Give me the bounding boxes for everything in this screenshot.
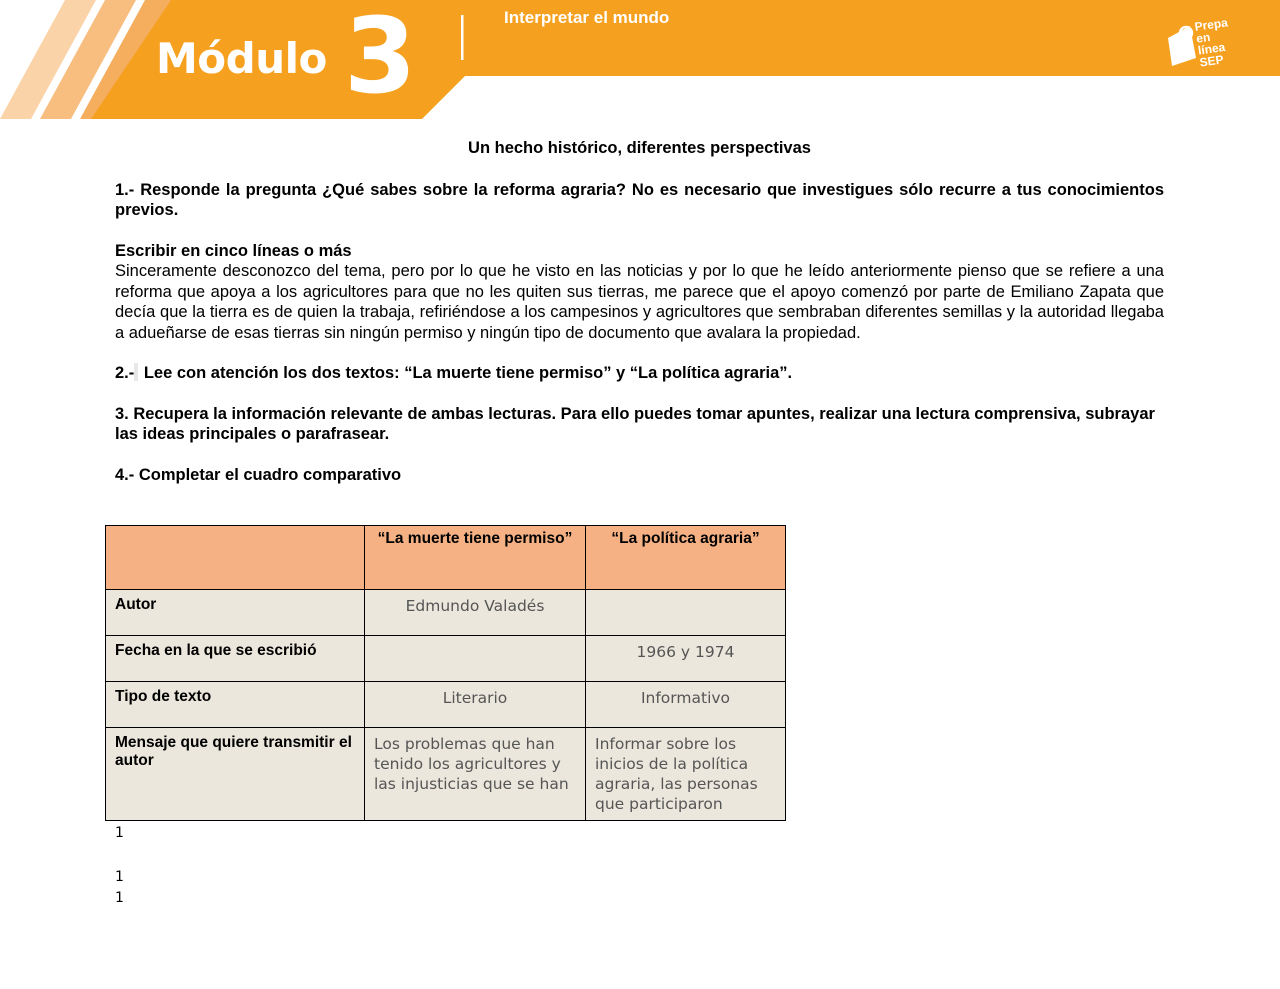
table-header-cell: “La muerte tiene permiso” [365, 526, 586, 590]
module-number: 3 [344, 0, 417, 117]
footnote-marker: 1 [115, 825, 124, 841]
table-cell[interactable] [365, 636, 586, 682]
question-3: 3. Recupera la información relevante de ambas lecturas. Para ello puedes tomar apuntes, realizar una lectura comprensiva, subrayar las ideas principales o parafrasear. [115, 404, 1155, 443]
table-row [106, 636, 786, 682]
module-label: Módulo [156, 34, 327, 83]
table-row [106, 590, 786, 636]
logo-text: Prepa en línea SEP [1193, 15, 1229, 70]
question-4: 4.- Completar el cuadro comparativo [115, 465, 402, 484]
table-cell[interactable]: Los problemas que han tenido los agricultores y las injusticias que se han [365, 728, 586, 821]
footnote-marker: 1 [115, 890, 124, 906]
table-cell[interactable]: 1966 y 1974 [586, 636, 786, 682]
table-cell[interactable]: Informativo [586, 682, 786, 728]
row-label: Autor [106, 590, 365, 636]
text-cursor [134, 363, 138, 381]
row-label: Fecha en la que se escribió [106, 636, 365, 682]
footnote-marker: 1 [115, 869, 124, 885]
comparison-table [105, 525, 786, 821]
subject-title: Interpretar el mundo [504, 8, 670, 27]
table-cell[interactable]: Informar sobre los inicios de la política agraria, las personas que participaron [586, 728, 786, 821]
table-cell[interactable]: Edmundo Valadés [365, 590, 586, 636]
banner-divider [461, 15, 464, 60]
table-header-cell: “La política agraria” [586, 526, 786, 590]
table-row [106, 682, 786, 728]
answer-text[interactable]: Sinceramente desconozco del tema, pero por lo que he visto en las noticias y por lo que he leído anteriormente pienso que se refiere a una reforma que apoya a los agricultores para que no les quiten sus tierras, me parece que el apoyo comenzó por parte de Emiliano Zapata que decía que la tierra es de quien la trabaja, refiriéndose a los campesinos y agricultores que sembraban diferentes semillas y la autoridad llegaba a adueñarse de esas tierras sin ningún permiso y ningún tipo de documento que avalara la propiedad. [115, 262, 1164, 342]
document-title: Un hecho histórico, diferentes perspectivas [468, 139, 811, 157]
document-body [115, 138, 1164, 505]
table-row [106, 728, 786, 821]
question-1: 1.- Responde la pregunta ¿Qué sabes sobre la reforma agraria? No es necesario que investigues sólo recurre a tus conocimientos previos. [115, 180, 1164, 219]
question-2 [115, 363, 1164, 384]
row-label: Mensaje que quiere transmitir el autor [106, 728, 365, 821]
answer-instruction: Escribir en cinco líneas o más [115, 241, 352, 260]
table-header-cell [106, 526, 365, 590]
table-header-row [106, 526, 786, 590]
table-cell[interactable]: Literario [365, 682, 586, 728]
row-label: Tipo de texto [106, 682, 365, 728]
table-cell[interactable] [586, 590, 786, 636]
question-2-number: 2.- [115, 364, 135, 382]
question-2-text: Lee con atención los dos textos: “La muerte tiene permiso” y “La política agraria”. [139, 364, 793, 382]
answer-block [115, 241, 1164, 344]
